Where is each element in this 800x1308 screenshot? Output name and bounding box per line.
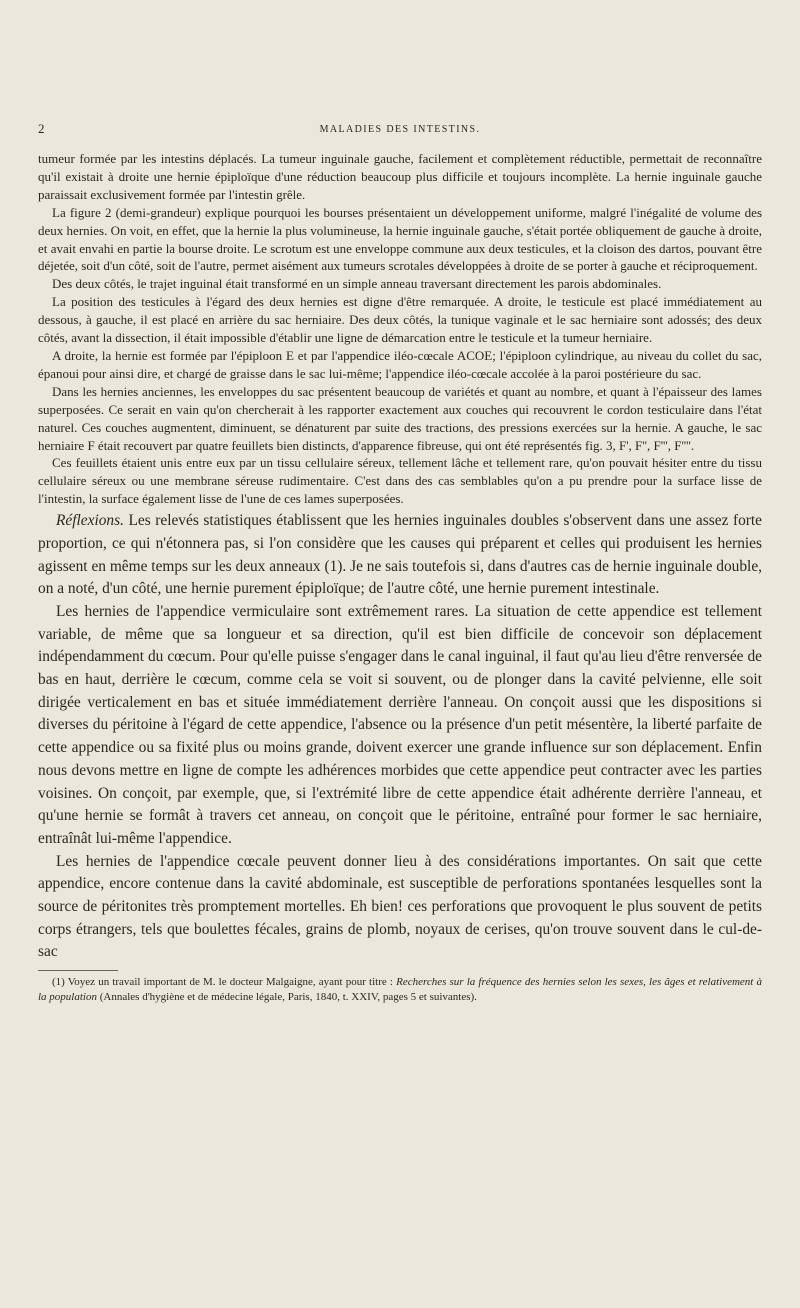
reflexions-section (38, 510, 762, 964)
paragraph: Des deux côtés, le trajet inguinal était transformé en un simple anneau traversant directement les parois abdominales. (52, 276, 662, 292)
paragraph: La figure 2 (demi-grandeur) explique pourquoi les bourses présentaient un développement uniforme, malgré l'inégalité de volume des deux hernies. On voit, en effet, que la hernie la plus volumineuse, la hernie inguinale gauche, s'était portée obliquement de gauche à droite, et avait envahi en partie la bourse droite. Le scrotum est une enveloppe commune aux deux testicules, et la cloison des dartos, pouvant être déjetée, soit d'un côté, soit de l'autre, permet aisément aux tumeurs scrotales développées à droite de se porter à gauche et réciproquement. (38, 204, 762, 274)
running-head: MALADIES DES INTESTINS. (319, 124, 481, 135)
case-description (38, 150, 762, 508)
page-body (38, 150, 762, 1005)
footnote-prefix: (1) Voyez un travail important de M. le docteur Malgaigne, ayant pour titre : (52, 976, 397, 989)
footnote-text (38, 975, 762, 1005)
footnote (38, 975, 762, 1005)
paragraph: Ces feuillets étaient unis entre eux par un tissu cellulaire séreux, tellement lâche et tellement rare, qu'on pouvait hésiter entre du tissu cellulaire séreux ou une membrane séreuse rudimentaire. C'est dans des cas semblables qu'on a pu prendre pour la surface lisse de l'intestin, la surface également lisse de l'une de ces lames superposées. (38, 455, 762, 507)
paragraph: Les hernies de l'appendice cœcale peuvent donner lieu à des considérations importantes. On sait que cette appendice, encore contenue dans la cavité abdominale, est susceptible de perforations spontanées lesquelles sont la source de péritonites très promptement mortelles. Eh bien! ces perforations que provoquent le plus souvent de petits corps étrangers, tels que boulettes fécales, grains de plomb, noyaux de cerises, qu'on trouve souvent dans le cul-de-sac (38, 852, 762, 961)
paragraph: A droite, la hernie est formée par l'épiploon E et par l'appendice iléo-cœcale ACOE; l'épiploon cylindrique, au niveau du collet du sac, épanoui pour ainsi dire, et chargé de graisse dans le sac lui-même; l'appendice iléo-cœcale accolée à la paroi postérieure du sac. (38, 347, 762, 381)
reflexions-heading: Réflexions. (56, 512, 124, 530)
footnote-divider (38, 970, 118, 971)
page-header (38, 121, 762, 137)
footnote-suffix: (Annales d'hygiène et de médecine légale, Paris, 1840, t. XXIV, pages 5 et suivantes). (96, 991, 477, 1004)
paragraph: Dans les hernies anciennes, les enveloppes du sac présentent beaucoup de variétés et quant au nombre, et quant à l'épaisseur des lames superposées. Ce serait en vain qu'on chercherait à les rapporter exactement aux couches qui recouvrent le cordon testiculaire dans l'état naturel. Ces couches augmentent, diminuent, se dénaturent par suite des tractions, des pressions exercées sur la hernie. A gauche, le sac herniaire F était recouvert par quatre feuillets bien distincts, d'apparence fibreuse, qui ont été représentés fig. 3, F', F'', F''', F''''. (38, 383, 762, 453)
page-number: 2 (38, 121, 45, 136)
reflexions-text: Les relevés statistiques établissent que les hernies inguinales doubles s'observent dans une assez forte proportion, ce qui n'étonnera pas, si l'on considère que les causes qui préparent et celles qui produisent les hernies agissent en même temps sur les deux anneaux (1). Je ne sais toutefois si, dans d'autres cas de hernie inguinale double, on a noté, d'un côté, une hernie purement épiploïque; de l'autre côté, une hernie purement intestinale. (38, 512, 762, 598)
paragraph: tumeur formée par les intestins déplacés. La tumeur inguinale gauche, facilement et complètement réductible, permettait de reconnaître qu'il existait à droite une hernie épiploïque d'une réduction beaucoup plus difficile et toujours incomplète. La hernie inguinale gauche paraissait exclusivement formée par l'intestin grêle. (38, 151, 762, 202)
paragraph: La position des testicules à l'égard des deux hernies est digne d'être remarquée. A droite, le testicule est placé immédiatement au dessous, à gauche, il est placé en arrière du sac herniaire. Des deux côtés, la tunique vaginale et le sac herniaire sont adossés; des deux côtés, avant la dissection, il était impossible d'établir une ligne de démarcation entre le testicule et la tumeur herniaire. (38, 294, 762, 346)
paragraph: Les hernies de l'appendice vermiculaire sont extrêmement rares. La situation de cette appendice est tellement variable, de même que sa longueur et sa direction, qu'il est bien difficile de concevoir son déplacement indépendamment du cœcum. Pour qu'elle puisse s'engager dans le canal inguinal, il faut qu'au lieu d'être renversée de bas en haut, derrière le cœcum, comme cela se voit si souvent, ou de plonger dans la cavité pelvienne, elle soit dirigée verticalement en bas et située immédiatement derrière l'anneau. On conçoit aussi que les dispositions si diverses du péritoine à l'égard de cette appendice, l'absence ou la présence d'un petit mésentère, la liberté parfaite de cette appendice ou sa fixité plus ou moins grande, doivent exercer une grande influence sur son déplacement. Enfin nous devons mettre en ligne de compte les adhérences morbides que cette appendice peut contracter avec les parties voisines. On conçoit, par exemple, que, si l'extrémité libre de cette appendice était adhérente derrière l'anneau, et qu'une hernie se formât à travers cet anneau, on conçoit que le péritoine, entraîné pour former le sac herniaire, entraînât lui-même l'appendice. (38, 602, 762, 847)
footnote-title: Recherches sur la fréquence des hernies selon les sexes, les âges et relativement à la population (38, 976, 762, 1004)
reflexions-paragraph (38, 510, 762, 601)
